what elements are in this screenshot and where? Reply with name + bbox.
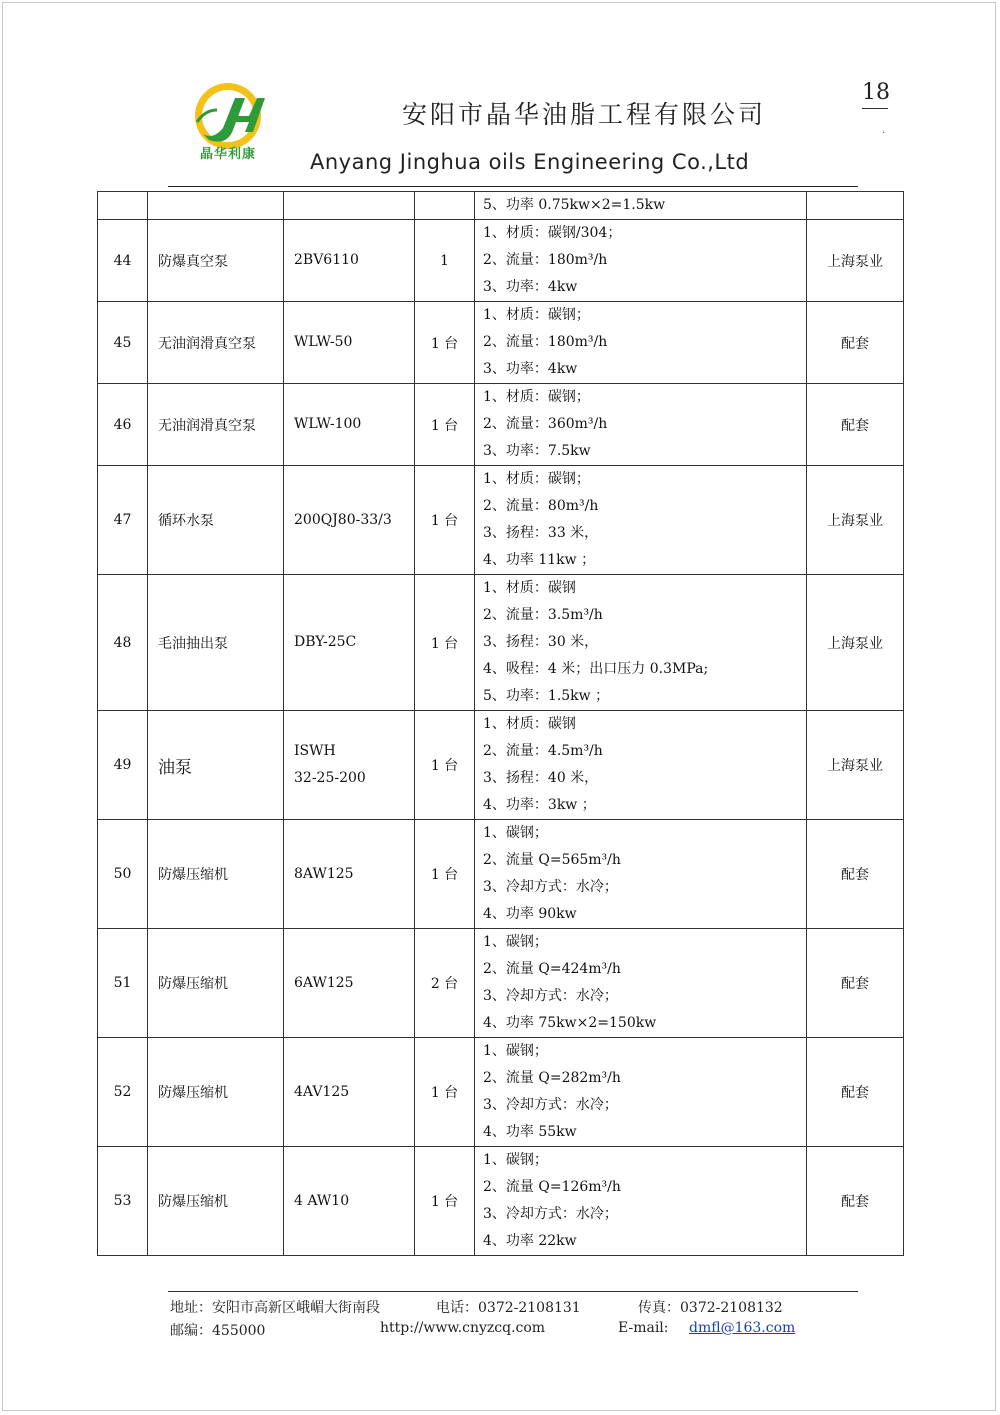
spec-line: 1、材质：碳钢； <box>483 389 590 405</box>
footer-email-label: E-mail: <box>618 1320 669 1336</box>
spec-line: 4、功率 55kw <box>483 1124 577 1140</box>
supplier-cell: 上海泵业 <box>807 466 904 575</box>
company-name-chinese: 安阳市晶华油脂工程有限公司 <box>402 100 767 129</box>
table-row <box>98 929 904 1038</box>
spec-line: 5、功率：1.5kw ； <box>483 688 610 704</box>
row-number-cell: 53 <box>98 1147 148 1256</box>
footer-rule <box>168 1291 858 1292</box>
supplier-cell: 配套 <box>807 1038 904 1147</box>
equipment-name-cell <box>148 192 284 220</box>
quantity-cell: 1 台 <box>415 466 475 575</box>
supplier-cell: 上海泵业 <box>807 220 904 302</box>
spec-line: 3、扬程：33 米， <box>483 525 599 541</box>
specification-cell <box>475 466 807 575</box>
footer-postcode: 邮编：455000 <box>170 1323 266 1339</box>
spec-line: 3、功率：4kw <box>483 361 578 377</box>
model-cell <box>284 1147 415 1256</box>
page-number: 18 <box>862 80 890 105</box>
page-dot: . <box>882 125 886 136</box>
supplier-cell: 配套 <box>807 384 904 466</box>
spec-line: 3、冷却方式：水冷； <box>483 988 618 1004</box>
model-line: 4 AW10 <box>294 1192 350 1209</box>
spec-line: 1、碳钢； <box>483 1043 548 1059</box>
specification-cell <box>475 1038 807 1147</box>
model-line: WLW-50 <box>294 334 353 350</box>
spec-line: 4、功率 22kw <box>483 1233 577 1249</box>
quantity-cell: 1 台 <box>415 711 475 820</box>
model-cell <box>284 466 415 575</box>
model-line: 4AV125 <box>294 1083 350 1100</box>
model-line: 6AW125 <box>294 974 354 991</box>
spec-line: 4、吸程：4 米；出口压力 0.3MPa; <box>483 661 709 677</box>
spec-line: 3、功率：7.5kw <box>483 443 591 459</box>
quantity-cell: 2 台 <box>415 929 475 1038</box>
row-number-cell: 45 <box>98 302 148 384</box>
model-cell <box>284 1038 415 1147</box>
model-cell <box>284 192 415 220</box>
row-number-cell: 44 <box>98 220 148 302</box>
spec-line: 3、冷却方式：水冷； <box>483 879 618 895</box>
table-row <box>98 575 904 711</box>
equipment-name-cell: 无油润滑真空泵 <box>148 302 284 384</box>
spec-line: 3、扬程：30 米， <box>483 634 599 650</box>
quantity-cell: 1 台 <box>415 820 475 929</box>
spec-line: 2、流量 Q=424m³/h <box>483 961 621 977</box>
table-row <box>98 220 904 302</box>
supplier-cell: 上海泵业 <box>807 711 904 820</box>
footer-fax: 传真：0372-2108132 <box>638 1300 783 1316</box>
spec-line: 1、材质：碳钢 <box>483 580 576 596</box>
model-line: 200QJ80-33/3 <box>294 511 392 528</box>
equipment-name-cell: 毛油抽出泵 <box>148 575 284 711</box>
model-cell <box>284 220 415 302</box>
spec-line: 5、功率 0.75kw×2=1.5kw <box>483 197 666 213</box>
table-row <box>98 466 904 575</box>
spec-line: 3、冷却方式：水冷； <box>483 1097 618 1113</box>
row-number-cell: 50 <box>98 820 148 929</box>
equipment-table <box>97 191 904 1256</box>
quantity-cell: 1 台 <box>415 384 475 466</box>
row-number-cell: 47 <box>98 466 148 575</box>
spec-line: 1、碳钢； <box>483 934 548 950</box>
equipment-name-cell: 防爆压缩机 <box>148 820 284 929</box>
specification-cell <box>475 1147 807 1256</box>
spec-line: 2、流量：180m³/h <box>483 252 608 268</box>
row-number-cell: 46 <box>98 384 148 466</box>
spec-line: 2、流量：360m³/h <box>483 416 608 432</box>
model-cell <box>284 302 415 384</box>
footer-email[interactable] <box>689 1320 795 1336</box>
table-row <box>98 302 904 384</box>
spec-line: 2、流量 Q=126m³/h <box>483 1179 621 1195</box>
specification-cell <box>475 302 807 384</box>
model-cell <box>284 820 415 929</box>
table-row <box>98 1147 904 1256</box>
supplier-cell <box>807 192 904 220</box>
spec-line: 4、功率 90kw <box>483 906 577 922</box>
model-line: WLW-100 <box>294 416 362 432</box>
footer-email-link[interactable]: dmfl@163.com <box>689 1320 796 1336</box>
quantity-cell: 1 <box>415 220 475 302</box>
equipment-name-cell: 防爆压缩机 <box>148 929 284 1038</box>
table-row <box>98 711 904 820</box>
quantity-cell: 1 台 <box>415 302 475 384</box>
page-number-underline <box>862 108 888 109</box>
spec-line: 1、碳钢； <box>483 1152 548 1168</box>
company-name-english: Anyang Jinghua oils Engineering Co.,Ltd <box>310 150 750 174</box>
model-line: 2BV6110 <box>294 252 359 268</box>
specification-cell <box>475 192 807 220</box>
row-number-cell: 51 <box>98 929 148 1038</box>
equipment-table-body <box>98 192 904 1256</box>
equipment-name-cell: 防爆真空泵 <box>148 220 284 302</box>
specification-cell <box>475 220 807 302</box>
model-line: 32-25-200 <box>294 770 366 786</box>
footer-phone: 电话：0372-2108131 <box>436 1300 581 1316</box>
spec-line: 3、冷却方式：水冷； <box>483 1206 618 1222</box>
specification-cell <box>475 711 807 820</box>
spec-line: 3、扬程：40 米， <box>483 770 599 786</box>
model-cell <box>284 384 415 466</box>
specification-cell <box>475 384 807 466</box>
footer-address: 地址：安阳市高新区峨嵋大街南段 <box>170 1300 380 1316</box>
supplier-cell: 配套 <box>807 302 904 384</box>
supplier-cell: 配套 <box>807 820 904 929</box>
equipment-name-cell: 防爆压缩机 <box>148 1147 284 1256</box>
supplier-cell: 配套 <box>807 929 904 1038</box>
quantity-cell: 1 台 <box>415 1038 475 1147</box>
spec-line: 1、材质：碳钢； <box>483 471 590 487</box>
spec-line: 1、材质：碳钢 <box>483 716 576 732</box>
row-number-cell: 48 <box>98 575 148 711</box>
spec-line: 2、流量 Q=565m³/h <box>483 852 621 868</box>
row-number-cell: 49 <box>98 711 148 820</box>
equipment-name-cell: 无油润滑真空泵 <box>148 384 284 466</box>
model-cell <box>284 575 415 711</box>
supplier-cell: 配套 <box>807 1147 904 1256</box>
equipment-name-cell: 循环水泵 <box>148 466 284 575</box>
footer-website[interactable]: http://www.cnyzcq.com <box>380 1320 546 1336</box>
specification-cell <box>475 929 807 1038</box>
row-number-cell <box>98 192 148 220</box>
equipment-name-cell: 防爆压缩机 <box>148 1038 284 1147</box>
spec-line: 1、碳钢； <box>483 825 548 841</box>
specification-cell <box>475 575 807 711</box>
spec-line: 2、流量 Q=282m³/h <box>483 1070 621 1086</box>
row-number-cell: 52 <box>98 1038 148 1147</box>
table-row <box>98 192 904 220</box>
spec-line: 4、功率 75kw×2=150kw <box>483 1015 657 1031</box>
model-line: ISWH <box>294 743 336 759</box>
table-row <box>98 384 904 466</box>
quantity-cell: 1 台 <box>415 1147 475 1256</box>
spec-line: 4、功率 11kw ； <box>483 552 596 568</box>
spec-line: 2、流量：4.5m³/h <box>483 743 603 759</box>
spec-line: 4、功率：3kw ； <box>483 797 596 813</box>
spec-line: 2、流量：180m³/h <box>483 334 608 350</box>
table-row <box>98 820 904 929</box>
logo-caption: 晶华利康 <box>199 147 256 162</box>
model-line: DBY-25C <box>294 634 357 650</box>
header-rule <box>168 186 858 187</box>
spec-line: 2、流量：3.5m³/h <box>483 607 603 623</box>
spec-line: 2、流量：80m³/h <box>483 498 599 514</box>
spec-line: 1、材质：碳钢； <box>483 307 590 323</box>
model-line: 8AW125 <box>294 865 354 882</box>
quantity-cell <box>415 192 475 220</box>
table-row <box>98 1038 904 1147</box>
spec-line: 3、功率：4kw <box>483 279 578 295</box>
specification-cell <box>475 820 807 929</box>
equipment-name-cell: 油泵 <box>148 711 284 820</box>
model-cell <box>284 929 415 1038</box>
spec-line: 1、材质：碳钢/304； <box>483 225 622 241</box>
supplier-cell: 上海泵业 <box>807 575 904 711</box>
model-cell <box>284 711 415 820</box>
quantity-cell: 1 台 <box>415 575 475 711</box>
